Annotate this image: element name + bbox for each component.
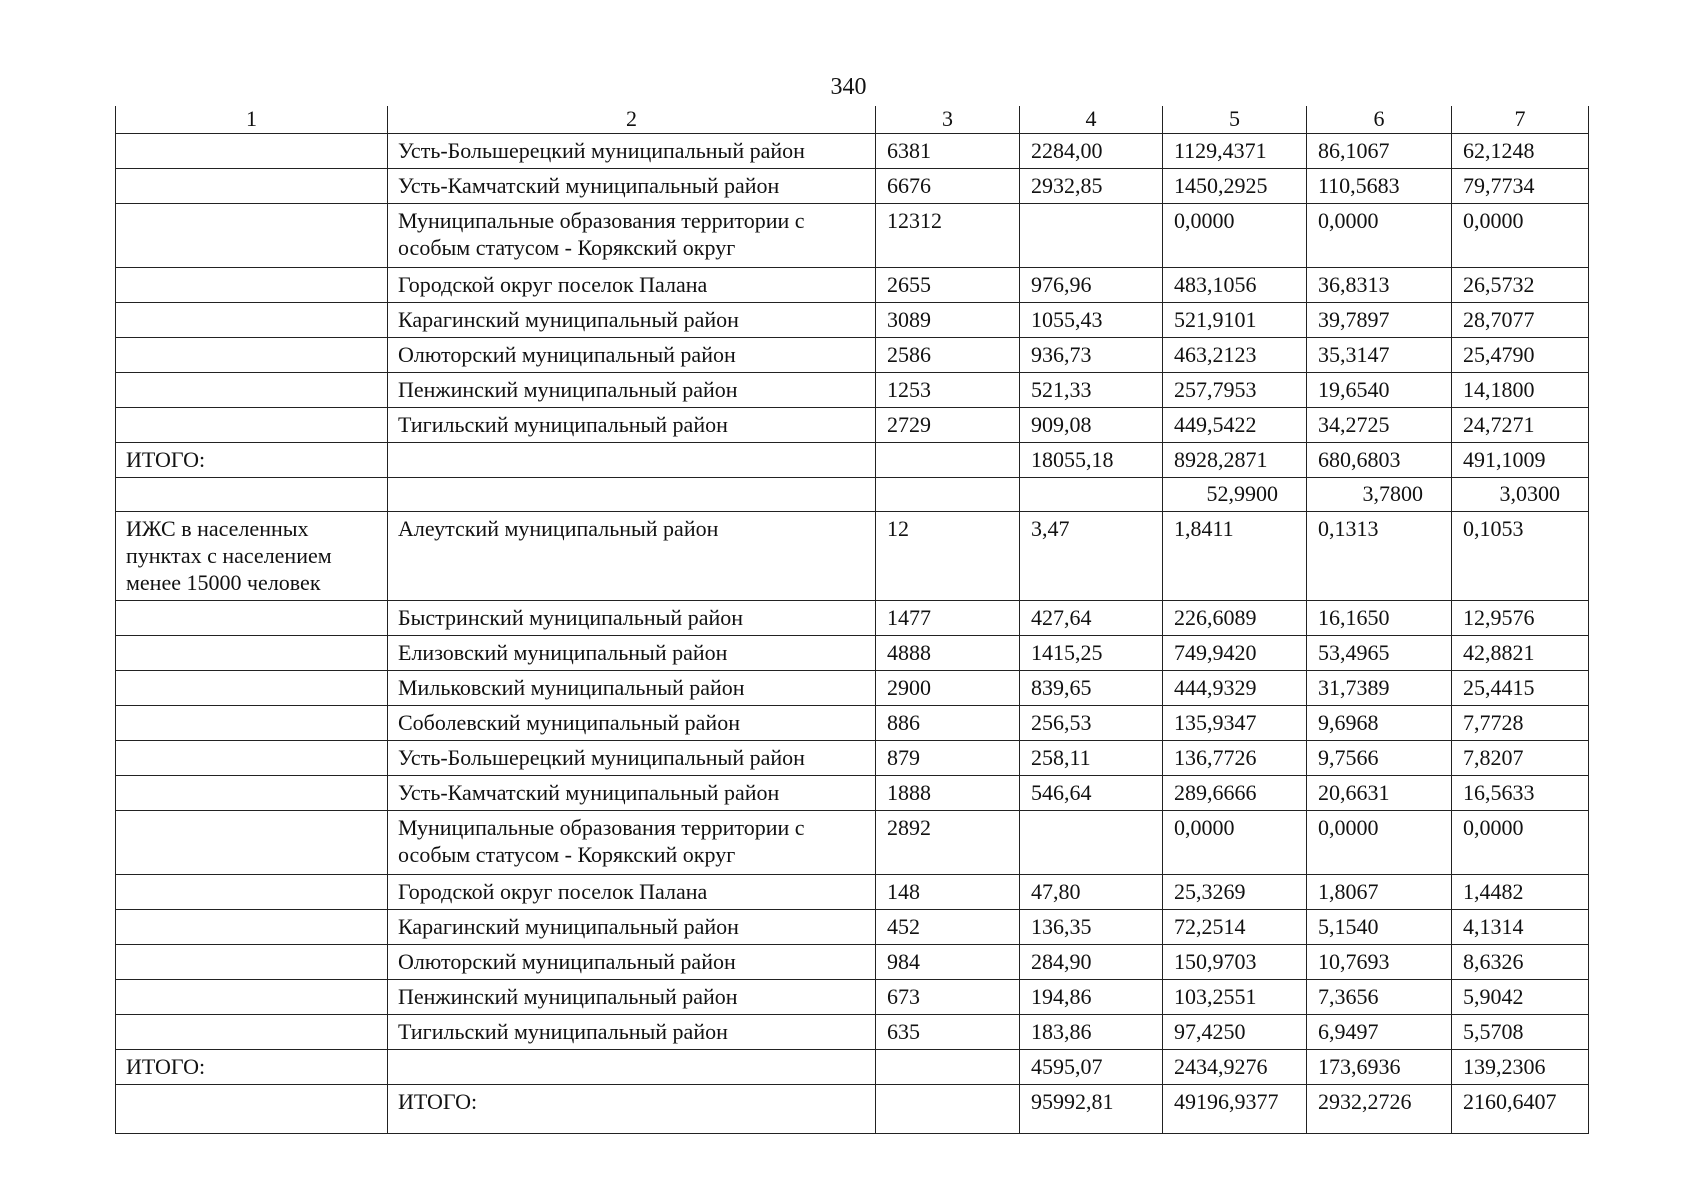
table-row — [116, 776, 1589, 811]
col6-cell: 19,6540 — [1307, 373, 1452, 408]
column-header: 7 — [1452, 106, 1589, 134]
category-cell — [116, 134, 388, 169]
data-table — [115, 106, 1589, 1134]
col5-cell: 0,0000 — [1163, 811, 1307, 875]
category-cell — [116, 373, 388, 408]
category-cell — [116, 980, 388, 1015]
col5-cell: 0,0000 — [1163, 204, 1307, 268]
category-cell — [116, 1015, 388, 1050]
col4-cell — [1020, 204, 1163, 268]
col4-cell: 839,65 — [1020, 671, 1163, 706]
column-header: 2 — [388, 106, 876, 134]
col6-cell: 0,0000 — [1307, 204, 1452, 268]
col4-cell: 427,64 — [1020, 601, 1163, 636]
municipality-cell: Усть-Большерецкий муниципальный район — [388, 134, 876, 169]
col7-cell: 25,4790 — [1452, 338, 1589, 373]
category-cell — [116, 338, 388, 373]
table-body — [116, 106, 1589, 1134]
col5-cell: 1450,2925 — [1163, 169, 1307, 204]
table-row — [116, 910, 1589, 945]
category-cell — [116, 478, 388, 512]
table-row — [116, 601, 1589, 636]
municipality-cell — [388, 443, 876, 478]
col6-cell: 53,4965 — [1307, 636, 1452, 671]
municipality-cell: Тигильский муниципальный район — [388, 408, 876, 443]
col3-cell: 2900 — [876, 671, 1020, 706]
municipality-cell — [388, 478, 876, 512]
col7-cell: 491,1009 — [1452, 443, 1589, 478]
col3-cell: 1253 — [876, 373, 1020, 408]
category-cell — [116, 169, 388, 204]
col5-cell: 25,3269 — [1163, 875, 1307, 910]
table-row — [116, 512, 1589, 601]
col3-cell — [876, 1050, 1020, 1085]
col6-cell: 9,6968 — [1307, 706, 1452, 741]
col5-cell: 1,8411 — [1163, 512, 1307, 601]
table-row — [116, 706, 1589, 741]
municipality-cell: Быстринский муниципальный район — [388, 601, 876, 636]
col3-cell: 2729 — [876, 408, 1020, 443]
municipality-cell: Карагинский муниципальный район — [388, 303, 876, 338]
col7-cell: 5,5708 — [1452, 1015, 1589, 1050]
category-cell — [116, 408, 388, 443]
table-row — [116, 1085, 1589, 1134]
table-row — [116, 443, 1589, 478]
col5-cell: 749,9420 — [1163, 636, 1307, 671]
col5-cell: 49196,9377 — [1163, 1085, 1307, 1134]
col6-cell: 35,3147 — [1307, 338, 1452, 373]
col5-cell: 463,2123 — [1163, 338, 1307, 373]
col5-cell: 226,6089 — [1163, 601, 1307, 636]
category-cell — [116, 1085, 388, 1134]
col7-cell: 0,0000 — [1452, 811, 1589, 875]
col4-cell: 47,80 — [1020, 875, 1163, 910]
col4-cell: 136,35 — [1020, 910, 1163, 945]
table-row — [116, 671, 1589, 706]
category-cell: ИТОГО: — [116, 1050, 388, 1085]
table-row — [116, 204, 1589, 268]
col7-cell: 28,7077 — [1452, 303, 1589, 338]
table-row — [116, 268, 1589, 303]
col5-cell: 257,7953 — [1163, 373, 1307, 408]
category-cell: ИЖС в населенных пунктах с населением менее 15000 человек — [116, 512, 388, 601]
col6-cell: 2932,2726 — [1307, 1085, 1452, 1134]
col6-cell: 9,7566 — [1307, 741, 1452, 776]
col5-cell: 150,9703 — [1163, 945, 1307, 980]
municipality-cell: Карагинский муниципальный район — [388, 910, 876, 945]
col7-cell: 79,7734 — [1452, 169, 1589, 204]
col5-cell: 2434,9276 — [1163, 1050, 1307, 1085]
municipality-cell: Елизовский муниципальный район — [388, 636, 876, 671]
category-cell — [116, 811, 388, 875]
category-cell — [116, 671, 388, 706]
table-row — [116, 303, 1589, 338]
col3-cell: 6676 — [876, 169, 1020, 204]
col4-cell — [1020, 478, 1163, 512]
col5-cell: 135,9347 — [1163, 706, 1307, 741]
col3-cell: 2655 — [876, 268, 1020, 303]
col4-cell: 546,64 — [1020, 776, 1163, 811]
municipality-cell — [388, 1050, 876, 1085]
col3-cell: 12 — [876, 512, 1020, 601]
category-cell — [116, 601, 388, 636]
col5-cell: 521,9101 — [1163, 303, 1307, 338]
municipality-cell: Тигильский муниципальный район — [388, 1015, 876, 1050]
col6-cell: 86,1067 — [1307, 134, 1452, 169]
column-header-row — [116, 106, 1589, 134]
table-row — [116, 338, 1589, 373]
municipality-cell: Олюторский муниципальный район — [388, 338, 876, 373]
category-cell — [116, 875, 388, 910]
col5-cell: 289,6666 — [1163, 776, 1307, 811]
col4-cell: 258,11 — [1020, 741, 1163, 776]
col3-cell: 886 — [876, 706, 1020, 741]
category-cell — [116, 741, 388, 776]
col5-cell: 97,4250 — [1163, 1015, 1307, 1050]
col5-cell: 52,9900 — [1163, 478, 1307, 512]
col4-cell — [1020, 811, 1163, 875]
col3-cell: 452 — [876, 910, 1020, 945]
municipality-cell: Городской округ поселок Палана — [388, 268, 876, 303]
col7-cell: 26,5732 — [1452, 268, 1589, 303]
col3-cell: 984 — [876, 945, 1020, 980]
col5-cell: 1129,4371 — [1163, 134, 1307, 169]
col3-cell: 6381 — [876, 134, 1020, 169]
col3-cell — [876, 1085, 1020, 1134]
col3-cell: 12312 — [876, 204, 1020, 268]
col7-cell: 1,4482 — [1452, 875, 1589, 910]
col4-cell: 936,73 — [1020, 338, 1163, 373]
col6-cell: 173,6936 — [1307, 1050, 1452, 1085]
table-row — [116, 875, 1589, 910]
col7-cell: 5,9042 — [1452, 980, 1589, 1015]
col3-cell: 3089 — [876, 303, 1020, 338]
col3-cell: 673 — [876, 980, 1020, 1015]
category-cell — [116, 636, 388, 671]
col5-cell: 444,9329 — [1163, 671, 1307, 706]
col6-cell: 0,1313 — [1307, 512, 1452, 601]
column-header: 4 — [1020, 106, 1163, 134]
category-cell — [116, 268, 388, 303]
col6-cell: 34,2725 — [1307, 408, 1452, 443]
col7-cell: 0,0000 — [1452, 204, 1589, 268]
col5-cell: 136,7726 — [1163, 741, 1307, 776]
col3-cell: 2892 — [876, 811, 1020, 875]
col7-cell: 3,0300 — [1452, 478, 1589, 512]
col6-cell: 3,7800 — [1307, 478, 1452, 512]
col6-cell: 36,8313 — [1307, 268, 1452, 303]
category-cell: ИТОГО: — [116, 443, 388, 478]
col6-cell: 20,6631 — [1307, 776, 1452, 811]
col6-cell: 0,0000 — [1307, 811, 1452, 875]
table-row — [116, 1050, 1589, 1085]
table-row — [116, 980, 1589, 1015]
municipality-cell: Алеутский муниципальный район — [388, 512, 876, 601]
col4-cell: 2932,85 — [1020, 169, 1163, 204]
category-cell — [116, 910, 388, 945]
col3-cell: 4888 — [876, 636, 1020, 671]
col4-cell: 194,86 — [1020, 980, 1163, 1015]
municipality-cell: Пенжинский муниципальный район — [388, 980, 876, 1015]
table-row — [116, 169, 1589, 204]
col4-cell: 256,53 — [1020, 706, 1163, 741]
category-cell — [116, 303, 388, 338]
col7-cell: 139,2306 — [1452, 1050, 1589, 1085]
table-row — [116, 478, 1589, 512]
table-row — [116, 373, 1589, 408]
municipality-cell: Муниципальные образования территории с особым статусом - Корякский округ — [388, 811, 876, 875]
col6-cell: 16,1650 — [1307, 601, 1452, 636]
municipality-cell: Усть-Большерецкий муниципальный район — [388, 741, 876, 776]
municipality-cell: Усть-Камчатский муниципальный район — [388, 776, 876, 811]
table-row — [116, 134, 1589, 169]
table-row — [116, 945, 1589, 980]
col6-cell: 31,7389 — [1307, 671, 1452, 706]
col6-cell: 39,7897 — [1307, 303, 1452, 338]
col6-cell: 110,5683 — [1307, 169, 1452, 204]
col4-cell: 909,08 — [1020, 408, 1163, 443]
col4-cell: 95992,81 — [1020, 1085, 1163, 1134]
col5-cell: 72,2514 — [1163, 910, 1307, 945]
col4-cell: 4595,07 — [1020, 1050, 1163, 1085]
municipality-cell: Пенжинский муниципальный район — [388, 373, 876, 408]
municipality-cell: Усть-Камчатский муниципальный район — [388, 169, 876, 204]
col5-cell: 449,5422 — [1163, 408, 1307, 443]
col7-cell: 2160,6407 — [1452, 1085, 1589, 1134]
col4-cell: 18055,18 — [1020, 443, 1163, 478]
table-row — [116, 1015, 1589, 1050]
col3-cell: 635 — [876, 1015, 1020, 1050]
col3-cell: 879 — [876, 741, 1020, 776]
col3-cell — [876, 478, 1020, 512]
column-header: 1 — [116, 106, 388, 134]
col6-cell: 7,3656 — [1307, 980, 1452, 1015]
table-row — [116, 741, 1589, 776]
col3-cell: 1888 — [876, 776, 1020, 811]
col6-cell: 10,7693 — [1307, 945, 1452, 980]
col4-cell: 1415,25 — [1020, 636, 1163, 671]
col4-cell: 2284,00 — [1020, 134, 1163, 169]
col7-cell: 25,4415 — [1452, 671, 1589, 706]
col7-cell: 16,5633 — [1452, 776, 1589, 811]
category-cell — [116, 945, 388, 980]
municipality-cell: Муниципальные образования территории с особым статусом - Корякский округ — [388, 204, 876, 268]
col5-cell: 103,2551 — [1163, 980, 1307, 1015]
col5-cell: 483,1056 — [1163, 268, 1307, 303]
column-header: 6 — [1307, 106, 1452, 134]
col6-cell: 1,8067 — [1307, 875, 1452, 910]
category-cell — [116, 706, 388, 741]
municipality-cell: Мильковский муниципальный район — [388, 671, 876, 706]
col7-cell: 62,1248 — [1452, 134, 1589, 169]
table-row — [116, 811, 1589, 875]
col7-cell: 0,1053 — [1452, 512, 1589, 601]
column-header: 5 — [1163, 106, 1307, 134]
col7-cell: 4,1314 — [1452, 910, 1589, 945]
table-row — [116, 636, 1589, 671]
municipality-cell: Соболевский муниципальный район — [388, 706, 876, 741]
category-cell — [116, 204, 388, 268]
page-number: 340 — [830, 74, 867, 100]
col4-cell: 284,90 — [1020, 945, 1163, 980]
col7-cell: 8,6326 — [1452, 945, 1589, 980]
column-header: 3 — [876, 106, 1020, 134]
col6-cell: 6,9497 — [1307, 1015, 1452, 1050]
category-cell — [116, 776, 388, 811]
table-row — [116, 408, 1589, 443]
col3-cell: 148 — [876, 875, 1020, 910]
col7-cell: 14,1800 — [1452, 373, 1589, 408]
col7-cell: 12,9576 — [1452, 601, 1589, 636]
col7-cell: 24,7271 — [1452, 408, 1589, 443]
municipality-cell: ИТОГО: — [388, 1085, 876, 1134]
col7-cell: 7,8207 — [1452, 741, 1589, 776]
col5-cell: 8928,2871 — [1163, 443, 1307, 478]
col4-cell: 3,47 — [1020, 512, 1163, 601]
municipality-cell: Олюторский муниципальный район — [388, 945, 876, 980]
municipality-cell: Городской округ поселок Палана — [388, 875, 876, 910]
col6-cell: 680,6803 — [1307, 443, 1452, 478]
col4-cell: 183,86 — [1020, 1015, 1163, 1050]
col4-cell: 1055,43 — [1020, 303, 1163, 338]
col7-cell: 7,7728 — [1452, 706, 1589, 741]
col3-cell: 2586 — [876, 338, 1020, 373]
col6-cell: 5,1540 — [1307, 910, 1452, 945]
col3-cell — [876, 443, 1020, 478]
col4-cell: 521,33 — [1020, 373, 1163, 408]
col4-cell: 976,96 — [1020, 268, 1163, 303]
col3-cell: 1477 — [876, 601, 1020, 636]
col7-cell: 42,8821 — [1452, 636, 1589, 671]
